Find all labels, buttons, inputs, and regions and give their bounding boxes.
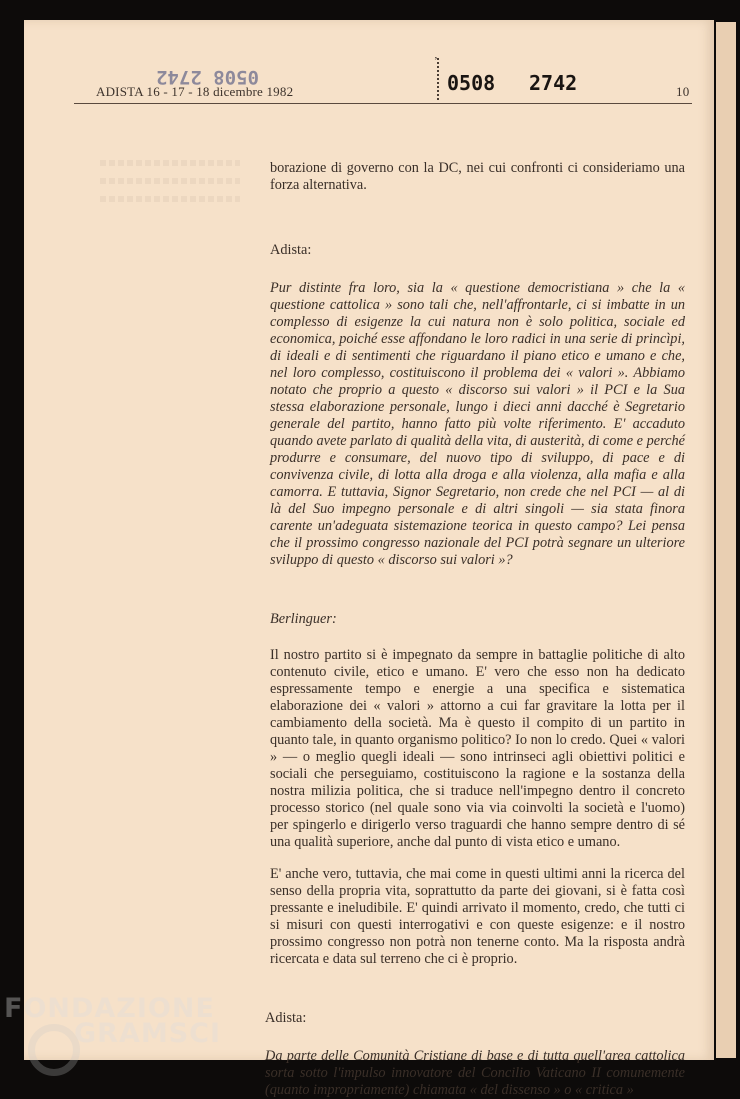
watermark-line: GRAMSCI bbox=[74, 1018, 222, 1049]
stamp-series: 0508 bbox=[447, 71, 496, 95]
bleed-through-text bbox=[100, 196, 240, 202]
answer-paragraph: Il nostro partito si è impegnato da sempre in battaglie politiche di alto contenuto civile, etico e umano. E' vero che esso non ha dedicato espressamente tempo e energie a una specifica e sistematica elaborazione dei « valori » attorno a cui far gravitare la lotta per il cambiamento della società. Ma è questo il compito di un partito in quanto tale, in quanto organismo politico? Io non lo credo. Quei « valori » — o meglio quegli ideali — sono intrinseci agli obiettivi politici e sociali che perseguiamo, costituiscono la ragione e la sostanza della nostra milizia politica, che si traduce nell'impegno dentro il concreto processo storico (nel quale sono via via coinvolti la società e l'uomo) per spingerlo e dirigerlo verso traguardi che hanno sempre dentro di sé una qualità superiore, anche dal punto di vista etico e umano. bbox=[270, 647, 685, 850]
page-edge bbox=[716, 22, 736, 1058]
speaker-label: Adista: bbox=[270, 242, 312, 258]
header-publication: ADISTA 16 - 17 - 18 dicembre 1982 bbox=[96, 84, 294, 99]
article-body bbox=[265, 160, 685, 1099]
interview-question: Da parte delle Comunità Cristiane di base e di tutta quell'area cattolica sorta sotto l'impulso innovatore del Concilio Vaticano II comunemente (quanto impropriamente) chiamata « del dissenso » o « critica » bbox=[265, 1048, 685, 1098]
watermark bbox=[4, 993, 222, 1049]
header-rule bbox=[74, 103, 692, 104]
answer-paragraph: E' anche vero, tuttavia, che mai come in questi ultimi anni la ricerca del senso della propria vita, soprattutto da parte dei giovani, si è fatta così pressante e ineludibile. E' quindi arrivato il momento, credo, che tutti ci si misuri con questi interrogativi e con queste esigenze: e il nostro prossimo congresso non potrà non tenerne conto. Ma la risposta andrà ricercata e data sul terreno che ci è proprio. bbox=[270, 866, 685, 967]
stamp-number: 2742 bbox=[529, 71, 578, 95]
speaker-label: Adista: bbox=[265, 1010, 307, 1026]
stamp-ghost: 0508 2742 bbox=[156, 66, 259, 88]
bleed-through-text bbox=[100, 178, 240, 184]
intro-paragraph: borazione di governo con la DC, nei cui confronti ci consideriamo una forza alternativa. bbox=[270, 160, 685, 193]
interview-question: Pur distinte fra loro, sia la « questione democristiana » che la « questione cattolica » sono tali che, nell'affrontarle, ci si imbatte in un complesso di esigenze la cui natura non è solo politica, sociale ed economica, poiché esse affondano le loro radici in una serie di princìpi, di ideali e di sentimenti che riguardano il piano etico e umano e che, nel loro complesso, costituiscono il problema dei « valori ». Abbiamo notato che proprio a questo « discorso sui valori » il PCI e la Sua stessa elaborazione personale, lungo i dieci anni dacché è Segretario generale del partito, hanno fatto più volte riferimento. E' accaduto quando avete parlato di qualità della vita, di austerità, di come e perché produrre e consumare, del nuovo tipo di sviluppo, di pace e di convivenza civile, di lotta alla droga e alla violenza, alla mafia e alla camorra. E tuttavia, Signor Segretario, non crede che nel PCI — al di là del Suo impegno personale e di altri singoli — sia stata finora carente un'adeguata sistemazione teorica in questo campo? Lei pensa che il prossimo congresso nazionale del PCI potrà segnare un ulteriore sviluppo di questo « discorso sui valori »? bbox=[270, 280, 685, 568]
speaker-label: Berlinguer: bbox=[270, 611, 337, 627]
stamp-divider bbox=[437, 58, 441, 100]
bleed-through-text bbox=[100, 160, 240, 166]
watermark-line: FONDAZIONE bbox=[4, 993, 215, 1024]
page-number: 10 bbox=[676, 84, 690, 99]
stamp-tick-icon: ’ bbox=[434, 55, 438, 67]
